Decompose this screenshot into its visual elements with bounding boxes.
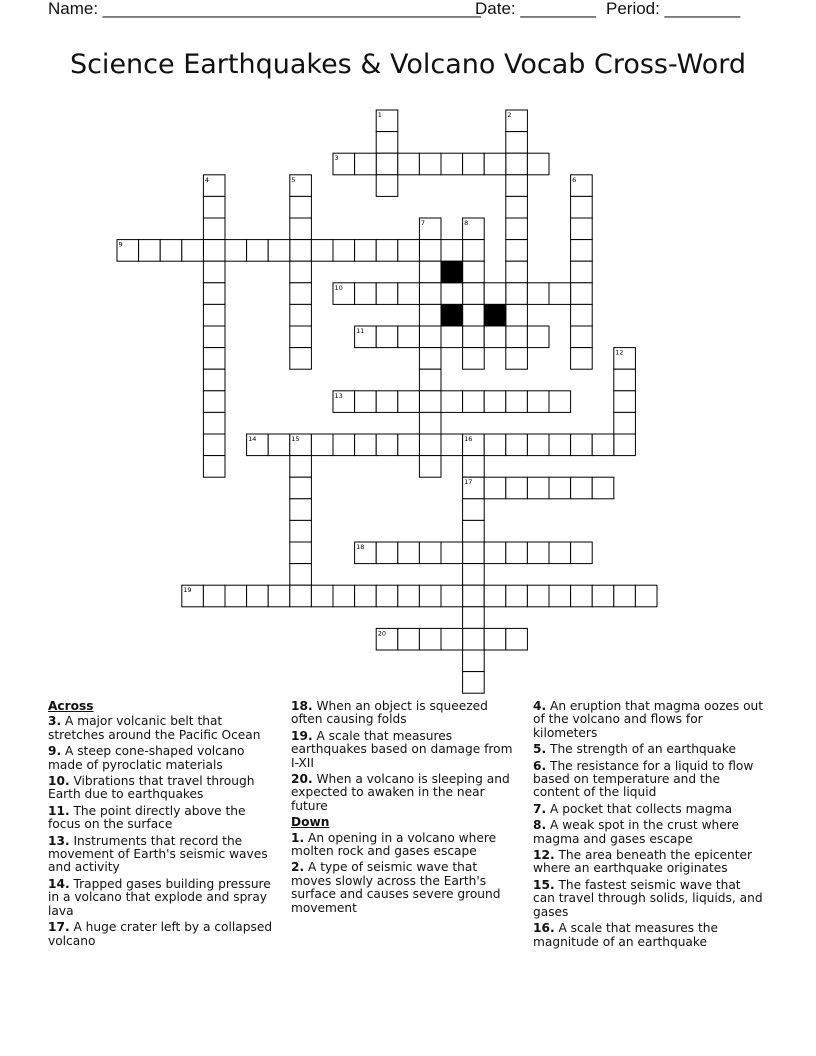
grid-cell[interactable]	[527, 585, 549, 607]
clue-text: The strength of an earthquake	[546, 742, 736, 757]
grid-cell[interactable]	[268, 434, 290, 456]
clue-text: Instruments that record the movement of Earth's seismic waves and activity	[48, 833, 268, 875]
across-heading: Across	[48, 699, 94, 713]
grid-cell[interactable]	[419, 369, 441, 391]
grid-cell[interactable]	[463, 304, 485, 326]
grid-cell[interactable]	[441, 326, 463, 348]
grid-cell[interactable]	[419, 542, 441, 564]
grid-cell[interactable]	[527, 434, 549, 456]
grid-cell[interactable]	[398, 434, 420, 456]
grid-cell[interactable]	[463, 153, 485, 175]
page-title: Science Earthquakes & Volcano Vocab Cross-Word	[69, 49, 747, 80]
clue-number: 3	[334, 154, 339, 163]
grid-cell[interactable]	[614, 369, 636, 391]
grid-cell[interactable]	[203, 348, 225, 370]
grid-cell[interactable]	[355, 153, 377, 175]
grid-cell[interactable]	[571, 283, 593, 305]
grid-cell[interactable]	[290, 348, 312, 370]
clue-text: An opening in a volcano where molten rock and gases escape	[291, 830, 497, 859]
clue-number-label: 11.	[48, 803, 70, 818]
grid-cell[interactable]	[376, 391, 398, 413]
grid-cell[interactable]	[355, 391, 377, 413]
down-clue-4	[533, 700, 765, 740]
grid-cell[interactable]	[506, 477, 528, 499]
grid-cell[interactable]	[398, 326, 420, 348]
clue-text: The resistance for a liquid to flow based on temperature and the content of the liquid	[533, 758, 754, 800]
clues-column-1	[48, 700, 278, 951]
grid-cell[interactable]	[484, 153, 506, 175]
grid-cell[interactable]	[571, 434, 593, 456]
grid-cell[interactable]	[571, 542, 593, 564]
grid-cell[interactable]	[290, 499, 312, 521]
clues-column-2	[291, 700, 519, 918]
across-clue-14	[48, 878, 278, 918]
period-field[interactable]: Period: ________	[606, 0, 741, 18]
clue-number: 6	[572, 175, 577, 184]
grid-cell[interactable]	[506, 326, 528, 348]
grid-cell[interactable]	[419, 240, 441, 262]
grid-cell[interactable]	[614, 412, 636, 434]
grid-cell[interactable]	[398, 391, 420, 413]
grid-cell[interactable]	[592, 434, 614, 456]
across-clue-3	[48, 715, 278, 742]
grid-cell[interactable]	[203, 326, 225, 348]
clue-number: 13	[334, 391, 343, 400]
grid-cell[interactable]	[571, 585, 593, 607]
grid-cell[interactable]	[376, 132, 398, 154]
clue-number: 2	[507, 111, 512, 119]
grid-cell[interactable]	[549, 585, 571, 607]
grid-cell[interactable]	[527, 326, 549, 348]
clue-number-label: 5.	[533, 742, 547, 757]
clue-number: 15	[291, 435, 300, 443]
grid-cell[interactable]	[290, 477, 312, 499]
down-clue-8	[533, 819, 765, 846]
grid-cell[interactable]	[571, 196, 593, 218]
grid-cell[interactable]	[376, 283, 398, 305]
grid-cell[interactable]	[203, 283, 225, 305]
clue-text: When a volcano is sleeping and expected to awaken in the near future	[291, 772, 510, 813]
grid-cell[interactable]	[290, 261, 312, 283]
across-clue-20	[291, 773, 519, 813]
grid-cell[interactable]	[247, 240, 269, 262]
grid-cell[interactable]	[311, 240, 333, 262]
black-square	[441, 261, 463, 283]
down-clue-1	[291, 832, 519, 859]
grid-cell[interactable]	[549, 434, 571, 456]
grid-cell[interactable]	[376, 240, 398, 262]
grid-cell[interactable]	[290, 326, 312, 348]
grid-cell[interactable]	[160, 240, 182, 262]
clue-text: A weak spot in the crust where magma and gases escape	[533, 818, 740, 846]
grid-cell[interactable]	[484, 585, 506, 607]
down-clue-15	[533, 879, 765, 919]
down-clue-2	[291, 861, 519, 915]
clue-number-label: 6.	[533, 758, 547, 773]
across-clue-10	[48, 775, 278, 802]
date-field[interactable]: Date: ________	[475, 0, 596, 18]
grid-cell[interactable]	[203, 261, 225, 283]
grid-cell[interactable]	[506, 132, 528, 154]
clue-text: Trapped gases building pressure in a volcano that explode and spray lava	[48, 876, 271, 918]
clue-number: 17	[464, 478, 473, 487]
clue-text: An eruption that magma oozes out of the volcano and flows for kilometers	[533, 699, 764, 740]
across-clue-17	[48, 921, 278, 948]
grid-cell[interactable]	[635, 585, 657, 607]
grid-cell[interactable]	[290, 218, 312, 240]
clue-text: The point directly above the focus on the surface	[48, 803, 246, 832]
grid-cell[interactable]	[376, 153, 398, 175]
grid-cell[interactable]	[398, 585, 420, 607]
grid-cell[interactable]	[463, 240, 485, 262]
grid-cell[interactable]	[571, 261, 593, 283]
clue-number: 11	[356, 327, 365, 335]
grid-cell[interactable]	[419, 326, 441, 348]
clue-number-label: 3.	[48, 714, 62, 729]
grid-cell[interactable]	[484, 326, 506, 348]
grid-cell[interactable]	[441, 153, 463, 175]
grid-cell[interactable]	[506, 218, 528, 240]
clue-text: The fastest seismic wave that can travel through solids, liquids, and gases	[533, 877, 763, 919]
down-heading: Down	[291, 815, 330, 830]
grid-cell[interactable]	[311, 585, 333, 607]
across-clue-9	[48, 745, 278, 772]
clue-number-label: 4.	[533, 699, 547, 713]
grid-cell[interactable]	[484, 434, 506, 456]
grid-cell[interactable]	[398, 153, 420, 175]
clue-number: 20	[377, 629, 386, 638]
grid-cell[interactable]	[290, 196, 312, 218]
grid-cell[interactable]	[571, 348, 593, 370]
grid-cell[interactable]	[506, 542, 528, 564]
grid-cell[interactable]	[484, 477, 506, 499]
across-clue-19	[291, 730, 519, 770]
grid-cell[interactable]	[484, 542, 506, 564]
grid-cell[interactable]	[571, 477, 593, 499]
across-clue-18	[291, 700, 519, 727]
grid-cell[interactable]	[506, 348, 528, 370]
grid-cell[interactable]	[506, 196, 528, 218]
grid-cell[interactable]	[463, 542, 485, 564]
grid-cell[interactable]	[463, 628, 485, 650]
clue-text: The area beneath the epicenter where an earthquake originates	[533, 848, 753, 876]
grid-cell[interactable]	[549, 542, 571, 564]
grid-cell[interactable]	[463, 520, 485, 542]
grid-cell[interactable]	[527, 477, 549, 499]
grid-cell[interactable]	[290, 564, 312, 586]
grid-cell[interactable]	[614, 434, 636, 456]
grid-cell[interactable]	[290, 542, 312, 564]
grid-cell[interactable]	[333, 585, 355, 607]
grid-cell[interactable]	[290, 585, 312, 607]
down-clue-5	[533, 743, 765, 756]
clue-text: A pocket that collects magma	[546, 801, 733, 816]
grid-cell[interactable]	[139, 240, 161, 262]
grid-cell[interactable]	[376, 434, 398, 456]
down-clue-7	[533, 803, 765, 816]
clue-number: 9	[118, 240, 123, 249]
grid-cell[interactable]	[355, 434, 377, 456]
grid-cell[interactable]	[506, 585, 528, 607]
grid-cell[interactable]	[463, 585, 485, 607]
grid-cell[interactable]	[484, 283, 506, 305]
grid-cell[interactable]	[203, 391, 225, 413]
grid-cell[interactable]	[441, 585, 463, 607]
grid-cell[interactable]	[506, 175, 528, 197]
grid-cell[interactable]	[506, 261, 528, 283]
grid-cell[interactable]	[592, 585, 614, 607]
clue-number: 16	[464, 435, 473, 443]
grid-cell[interactable]	[398, 240, 420, 262]
grid-cell[interactable]	[419, 628, 441, 650]
grid-cell[interactable]	[549, 283, 571, 305]
grid-cell[interactable]	[355, 585, 377, 607]
grid-cell[interactable]	[376, 175, 398, 197]
grid-cell[interactable]	[203, 369, 225, 391]
grid-cell[interactable]	[398, 542, 420, 564]
grid-cell[interactable]	[506, 283, 528, 305]
grid-cell[interactable]	[203, 196, 225, 218]
clue-number: 12	[615, 348, 624, 357]
grid-cell[interactable]	[419, 434, 441, 456]
clue-number: 7	[420, 219, 426, 227]
across-clue-13	[48, 835, 278, 875]
grid-cell[interactable]	[571, 240, 593, 262]
grid-cell[interactable]	[549, 391, 571, 413]
grid-cell[interactable]	[203, 218, 225, 240]
grid-cell[interactable]	[203, 456, 225, 478]
down-clue-6	[533, 760, 765, 800]
grid-cell[interactable]	[463, 261, 485, 283]
grid-cell[interactable]	[506, 304, 528, 326]
grid-cell[interactable]	[441, 628, 463, 650]
grid-cell[interactable]	[527, 153, 549, 175]
clue-number: 10	[334, 283, 343, 292]
grid-cell[interactable]	[441, 434, 463, 456]
grid-cell[interactable]	[441, 240, 463, 262]
clue-number-label: 14.	[48, 876, 70, 891]
grid-cell[interactable]	[571, 304, 593, 326]
clue-text: Vibrations that travel through Earth due to earthquakes	[48, 774, 255, 802]
grid-cell[interactable]	[549, 477, 571, 499]
grid-cell[interactable]	[355, 283, 377, 305]
grid-cell[interactable]	[614, 391, 636, 413]
grid-cell[interactable]	[376, 585, 398, 607]
across-clue-11	[48, 805, 278, 832]
clue-number-label: 15.	[533, 877, 555, 892]
grid-cell[interactable]	[484, 628, 506, 650]
grid-cell[interactable]	[203, 585, 225, 607]
clue-number-label: 2.	[291, 860, 305, 875]
clue-text: A huge crater left by a collapsed volcano	[48, 920, 273, 948]
grid-cell[interactable]	[376, 542, 398, 564]
grid-cell[interactable]	[463, 283, 485, 305]
clues-column-3	[533, 700, 765, 952]
grid-cell[interactable]	[290, 240, 312, 262]
clue-number-label: 13.	[48, 833, 70, 848]
clue-number: 19	[183, 586, 192, 595]
clue-number-label: 17.	[48, 920, 70, 935]
grid-cell[interactable]	[506, 153, 528, 175]
grid-cell[interactable]	[527, 391, 549, 413]
clue-number-label: 16.	[533, 921, 555, 936]
grid-cell[interactable]	[290, 283, 312, 305]
grid-cell[interactable]	[290, 304, 312, 326]
grid-cell[interactable]	[203, 304, 225, 326]
grid-cell[interactable]	[441, 283, 463, 305]
grid-cell[interactable]	[614, 585, 636, 607]
clue-number-label: 9.	[48, 744, 62, 759]
black-square	[441, 304, 463, 326]
grid-cell[interactable]	[441, 542, 463, 564]
grid-cell[interactable]	[398, 283, 420, 305]
clue-number-label: 1.	[291, 830, 305, 845]
grid-cell[interactable]	[527, 542, 549, 564]
grid-cell[interactable]	[463, 607, 485, 629]
grid-cell[interactable]	[290, 520, 312, 542]
grid-cell[interactable]	[419, 261, 441, 283]
grid-cell[interactable]	[203, 412, 225, 434]
clue-number: 18	[356, 543, 365, 551]
grid-cell[interactable]	[463, 650, 485, 672]
clue-text: A steep cone-shaped volcano made of pyroclatic materials	[48, 744, 245, 772]
grid-cell[interactable]	[506, 628, 528, 650]
grid-cell[interactable]	[463, 391, 485, 413]
grid-cell[interactable]	[419, 348, 441, 370]
grid-cell[interactable]	[355, 240, 377, 262]
grid-cell[interactable]	[225, 585, 247, 607]
grid-cell[interactable]	[376, 326, 398, 348]
clue-text: A scale that measures earthquakes based on damage from I-XII	[291, 728, 513, 770]
grid-cell[interactable]	[311, 434, 333, 456]
black-square	[484, 304, 506, 326]
grid-cell[interactable]	[419, 412, 441, 434]
clue-number-label: 18.	[291, 699, 313, 713]
grid-cell[interactable]	[463, 499, 485, 521]
grid-cell[interactable]	[506, 434, 528, 456]
grid-cell[interactable]	[463, 326, 485, 348]
clue-number: 5	[291, 175, 296, 184]
grid-cell[interactable]	[484, 391, 506, 413]
clue-text: A major volcanic belt that stretches around the Pacific Ocean	[48, 714, 261, 742]
grid-cell[interactable]	[419, 283, 441, 305]
clue-number: 1	[377, 111, 382, 119]
down-clue-16	[533, 922, 765, 949]
grid-cell[interactable]	[506, 391, 528, 413]
grid-cell[interactable]	[419, 153, 441, 175]
grid-cell[interactable]	[527, 283, 549, 305]
clue-number: 14	[248, 435, 257, 443]
clue-text: A type of seismic wave that moves slowly across the Earth's surface and causes severe ground movement	[291, 860, 501, 915]
grid-cell[interactable]	[333, 240, 355, 262]
clue-number-label: 20.	[291, 772, 313, 787]
grid-cell[interactable]	[592, 477, 614, 499]
grid-cell[interactable]	[398, 628, 420, 650]
clue-text: A scale that measures the magnitude of an earthquake	[533, 921, 718, 949]
grid-cell[interactable]	[441, 391, 463, 413]
grid-cell[interactable]	[571, 326, 593, 348]
grid-cell[interactable]	[419, 456, 441, 478]
grid-cell[interactable]	[463, 348, 485, 370]
grid-cell[interactable]	[247, 585, 269, 607]
clue-number-label: 10.	[48, 774, 70, 789]
clue-number-label: 19.	[291, 728, 313, 743]
grid-cell[interactable]	[463, 564, 485, 586]
clue-number-label: 8.	[533, 818, 547, 833]
grid-cell[interactable]	[268, 585, 290, 607]
clue-number-label: 12.	[533, 848, 555, 863]
down-clue-12	[533, 849, 765, 876]
grid-cell[interactable]	[506, 240, 528, 262]
grid-cell[interactable]	[203, 240, 225, 262]
grid-cell[interactable]	[290, 456, 312, 478]
clue-number: 4	[204, 175, 210, 184]
name-field[interactable]: Name: ________________________________________	[48, 0, 481, 18]
grid-cell[interactable]	[463, 456, 485, 478]
clue-text: When an object is squeezed often causing folds	[291, 699, 488, 727]
grid-cell[interactable]	[571, 218, 593, 240]
grid-cell[interactable]	[419, 304, 441, 326]
clue-number: 8	[464, 219, 469, 227]
grid-cell[interactable]	[203, 434, 225, 456]
grid-cell[interactable]	[182, 240, 204, 262]
grid-cell[interactable]	[419, 585, 441, 607]
grid-cell[interactable]	[268, 240, 290, 262]
clue-number-label: 7.	[533, 801, 547, 816]
grid-cell[interactable]	[463, 672, 485, 694]
grid-cell[interactable]	[419, 391, 441, 413]
grid-cell[interactable]	[333, 434, 355, 456]
grid-cell[interactable]	[225, 240, 247, 262]
